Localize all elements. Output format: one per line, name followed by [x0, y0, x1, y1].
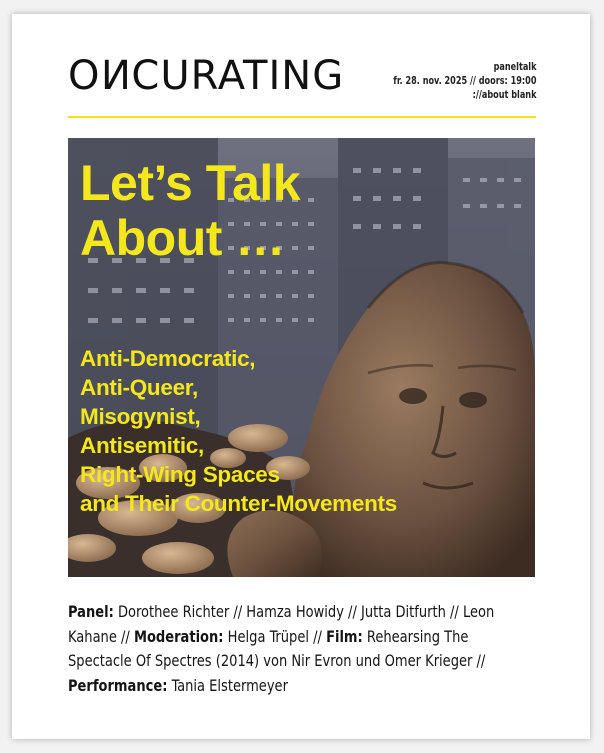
subline-line: Anti-Queer,	[80, 375, 198, 400]
event-meta	[393, 60, 536, 102]
event-type: paneltalk	[493, 61, 536, 73]
logo-letter-o: O	[68, 53, 101, 99]
poster-image	[68, 138, 535, 577]
event-date-doors: fr. 28. nov. 2025 // doors: 19:00	[392, 75, 536, 87]
header-divider	[68, 116, 536, 118]
subline-line: and Their Counter-Movements	[80, 491, 397, 516]
film-label: Film:	[326, 627, 363, 646]
subline-line: Anti-Democratic,	[80, 346, 256, 371]
panel-label: Panel:	[68, 603, 114, 621]
subline-line: Misogynist,	[80, 404, 201, 429]
logo-text-curating: CURATING	[131, 53, 345, 99]
subline-line: Right-Wing Spaces	[80, 462, 280, 487]
film-title: Rehearsing The Spectacle Of Spectres (2014) von Nir Evron und Omer Krieger //	[68, 627, 486, 670]
poster-subline	[80, 344, 397, 518]
logo-letter-n-mirrored: N	[100, 53, 132, 99]
moderation-name: Helga Trüpel //	[227, 627, 322, 646]
moderation-label: Moderation:	[133, 627, 224, 646]
poster-sheet	[12, 14, 590, 739]
oncurating-logo	[68, 53, 345, 99]
event-credits	[68, 600, 514, 698]
poster-headline	[80, 156, 300, 266]
performance-label: Performance:	[68, 676, 168, 695]
subline-line: Antisemitic,	[80, 433, 204, 458]
headline-line-1: Let’s Talk	[80, 155, 301, 211]
event-venue: ://about blank	[472, 89, 536, 101]
performance-name: Tania Elstermeyer	[171, 676, 288, 695]
headline-line-2: About …	[80, 210, 285, 266]
panel-names: Dorothee Richter // Hamza Howidy // Jutta Ditfurth // Leon Kahane //	[68, 603, 495, 646]
